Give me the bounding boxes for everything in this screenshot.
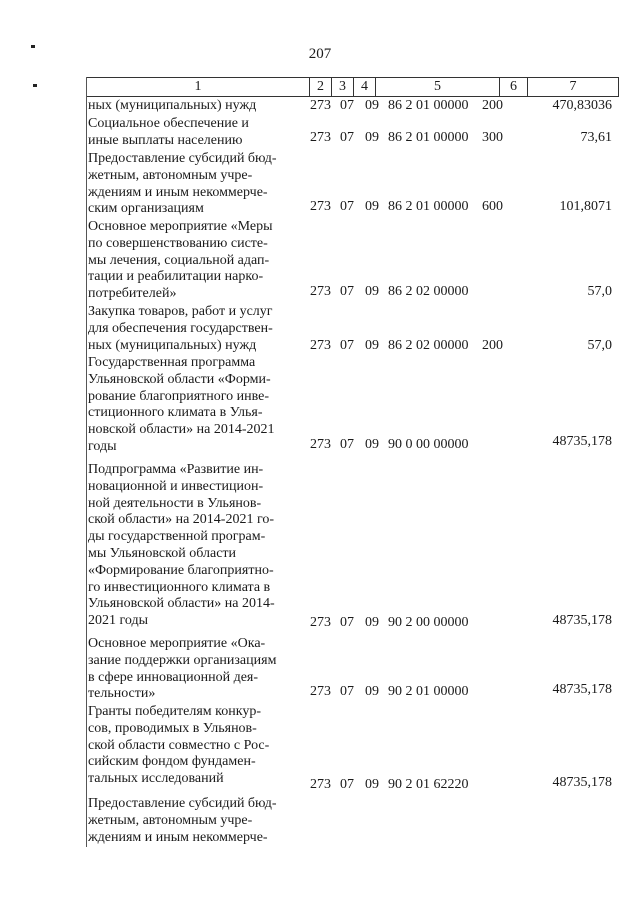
row-description: Гранты победителям конкур- сов, проводимых в Ульянов- ской области совместно с Рос- сийским фондом фундамен- тальных исследований (88, 704, 270, 787)
cell-col-3: 07 (340, 338, 354, 354)
cell-col-2: 273 (310, 777, 331, 793)
cell-col-7: 101,8071 (559, 199, 612, 215)
cell-col-3: 07 (340, 437, 354, 453)
cell-col-2: 273 (310, 684, 331, 700)
table-row (86, 116, 616, 150)
cell-col-5: 86 2 01 00000 (388, 98, 469, 114)
cell-col-4: 09 (365, 777, 379, 793)
cell-col-3: 07 (340, 615, 354, 631)
page-number: 207 (308, 46, 332, 62)
cell-col-7: 48735,178 (552, 775, 612, 791)
cell-col-5: 90 0 00 00000 (388, 437, 469, 453)
cell-col-2: 273 (310, 437, 331, 453)
row-description: Предоставление субсидий бюд- жетным, автономным учре- ждениям и иным некоммерче- ским организациям (88, 151, 277, 217)
cell-col-5: 86 2 01 00000 (388, 199, 469, 215)
cell-col-7: 48735,178 (552, 682, 612, 698)
header-col-2: 2 (310, 78, 332, 97)
cell-col-3: 07 (340, 777, 354, 793)
cell-col-4: 09 (365, 130, 379, 146)
header-col-4: 4 (354, 78, 376, 97)
cell-col-4: 09 (365, 615, 379, 631)
cell-col-5: 90 2 00 00000 (388, 615, 469, 631)
cell-col-7: 57,0 (587, 338, 612, 354)
row-description: Закупка товаров, работ и услуг для обеспечения государствен- ных (муниципальных) нужд (88, 304, 273, 353)
cell-col-3: 07 (340, 199, 354, 215)
table-row (86, 355, 616, 457)
cell-col-2: 273 (310, 615, 331, 631)
table-row (86, 796, 616, 847)
table-row (86, 151, 616, 219)
cell-col-7: 73,61 (580, 130, 612, 146)
scan-mark (33, 84, 37, 87)
cell-col-6: 200 (482, 338, 503, 354)
header-col-6: 6 (500, 78, 528, 97)
cell-col-4: 09 (365, 98, 379, 114)
cell-col-5: 86 2 02 00000 (388, 284, 469, 300)
cell-col-3: 07 (340, 684, 354, 700)
table-row (86, 98, 616, 115)
cell-col-5: 86 2 01 00000 (388, 130, 469, 146)
row-description: ных (муниципальных) нужд (88, 98, 257, 113)
cell-col-3: 07 (340, 98, 354, 114)
table-row (86, 462, 616, 634)
row-description: Основное мероприятие «Ока- зание поддержки организациям в сфере инновационной дея- тельности» (88, 636, 277, 702)
cell-col-2: 273 (310, 284, 331, 300)
cell-col-6: 600 (482, 199, 503, 215)
cell-col-2: 273 (310, 338, 331, 354)
cell-col-4: 09 (365, 284, 379, 300)
cell-col-7: 470,83036 (552, 98, 612, 114)
header-col-3: 3 (332, 78, 354, 97)
cell-col-3: 07 (340, 284, 354, 300)
cell-col-7: 48735,178 (552, 434, 612, 450)
cell-col-5: 90 2 01 00000 (388, 684, 469, 700)
row-description: Основное мероприятие «Меры по совершенствованию систе- мы лечения, социальной адап- тации и реабилитации нарко- потребителей» (88, 219, 273, 302)
row-description: Подпрограмма «Развитие ин- новационной и инвестицион- ной деятельности в Ульянов- ской области» на 2014-2021 го- ды государственной програм- мы Ульяновской области «Формирование благоприятно- го инвестиционного климата в Ульяновской области» на 2014- 2021 годы (88, 462, 275, 629)
table-row (86, 704, 616, 794)
cell-col-7: 57,0 (587, 284, 612, 300)
row-description: Предоставление субсидий бюд- жетным, автономным учре- ждениям и иным некоммерче- (88, 796, 277, 845)
cell-col-4: 09 (365, 437, 379, 453)
cell-col-4: 09 (365, 199, 379, 215)
cell-col-7: 48735,178 (552, 613, 612, 629)
cell-col-6: 200 (482, 98, 503, 114)
cell-col-4: 09 (365, 338, 379, 354)
header-col-5: 5 (376, 78, 500, 97)
table-row (86, 304, 616, 355)
cell-col-2: 273 (310, 199, 331, 215)
table-header (86, 77, 619, 97)
cell-col-6: 300 (482, 130, 503, 146)
cell-col-2: 273 (310, 130, 331, 146)
row-description: Социальное обеспечение и иные выплаты населению (88, 116, 249, 148)
table-row (86, 636, 616, 704)
header-col-1: 1 (87, 78, 310, 97)
cell-col-5: 86 2 02 00000 (388, 338, 469, 354)
cell-col-2: 273 (310, 98, 331, 114)
row-description: Государственная программа Ульяновской области «Форми- рование благоприятного инве- стиционного климата в Улья- новской области» на 2014-2021 годы (88, 355, 275, 454)
cell-col-3: 07 (340, 130, 354, 146)
cell-col-5: 90 2 01 62220 (388, 777, 469, 793)
header-col-7: 7 (528, 78, 619, 97)
cell-col-4: 09 (365, 684, 379, 700)
table-row (86, 219, 616, 304)
